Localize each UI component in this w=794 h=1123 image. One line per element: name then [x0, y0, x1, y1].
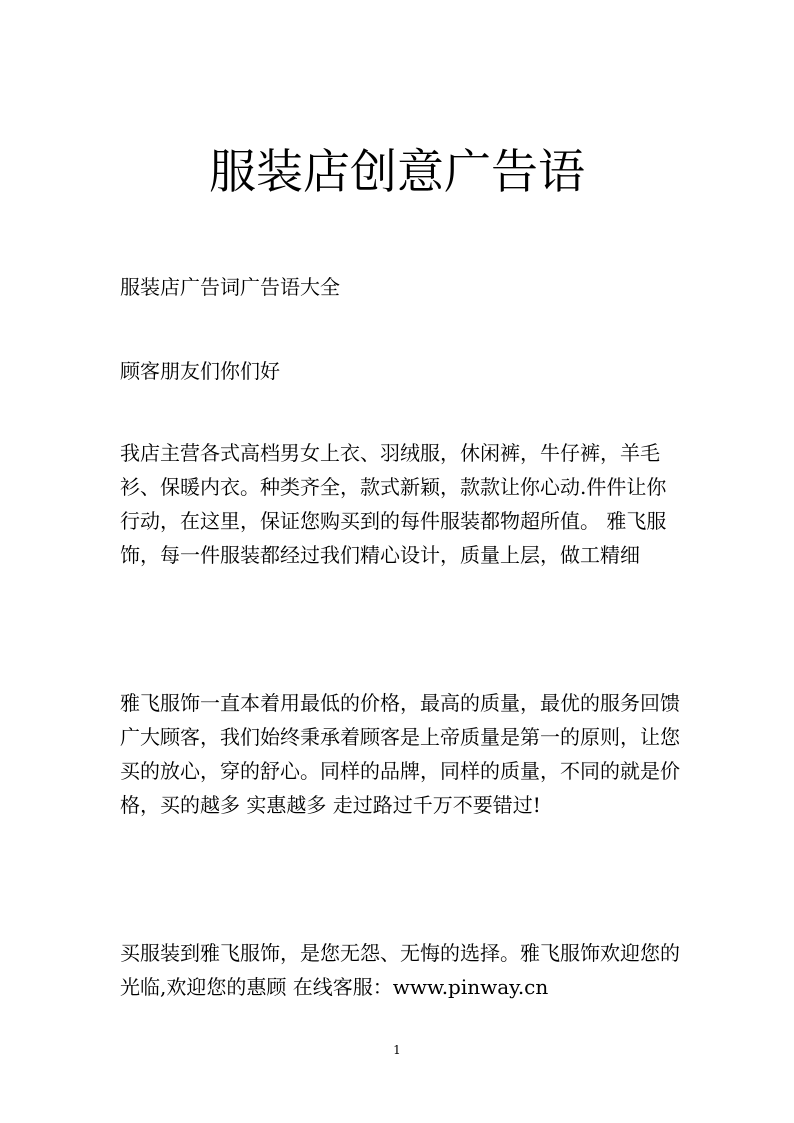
document-title: 服装店创意广告语 — [209, 145, 585, 200]
body-paragraph-2: 雅飞服饰一直本着用最低的价格，最高的质量，最优的服务回馈广大顾客，我们始终秉承着顾客是上帝质量是第一的原则，让您买的放心，穿的舒心。同样的品牌，同样的质量，不同的就是价格，买的越多 实惠越多 走过路过千万不要错过! — [120, 691, 680, 817]
page-number: 1 — [393, 1043, 401, 1057]
body-paragraph-1: 我店主营各式高档男女上衣、羽绒服，休闲裤，牛仔裤，羊毛衫、保暖内衣。种类齐全，款式新颖，款款让你心动.件件让你行动，在这里，保证您购买到的每件服装都物超所值。 雅飞服饰，每一件服装都经过我们精心设计，质量上层，做工精细 — [120, 441, 667, 567]
document-subtitle: 服装店广告词广告语大全 — [120, 275, 340, 299]
greeting-line: 顾客朋友们你们好 — [120, 359, 280, 383]
body-paragraph-3: 买服装到雅飞服饰，是您无怨、无悔的选择。雅飞服饰欢迎您的光临,欢迎您的惠顾 在线客服：www.pinway.cn — [120, 941, 680, 999]
